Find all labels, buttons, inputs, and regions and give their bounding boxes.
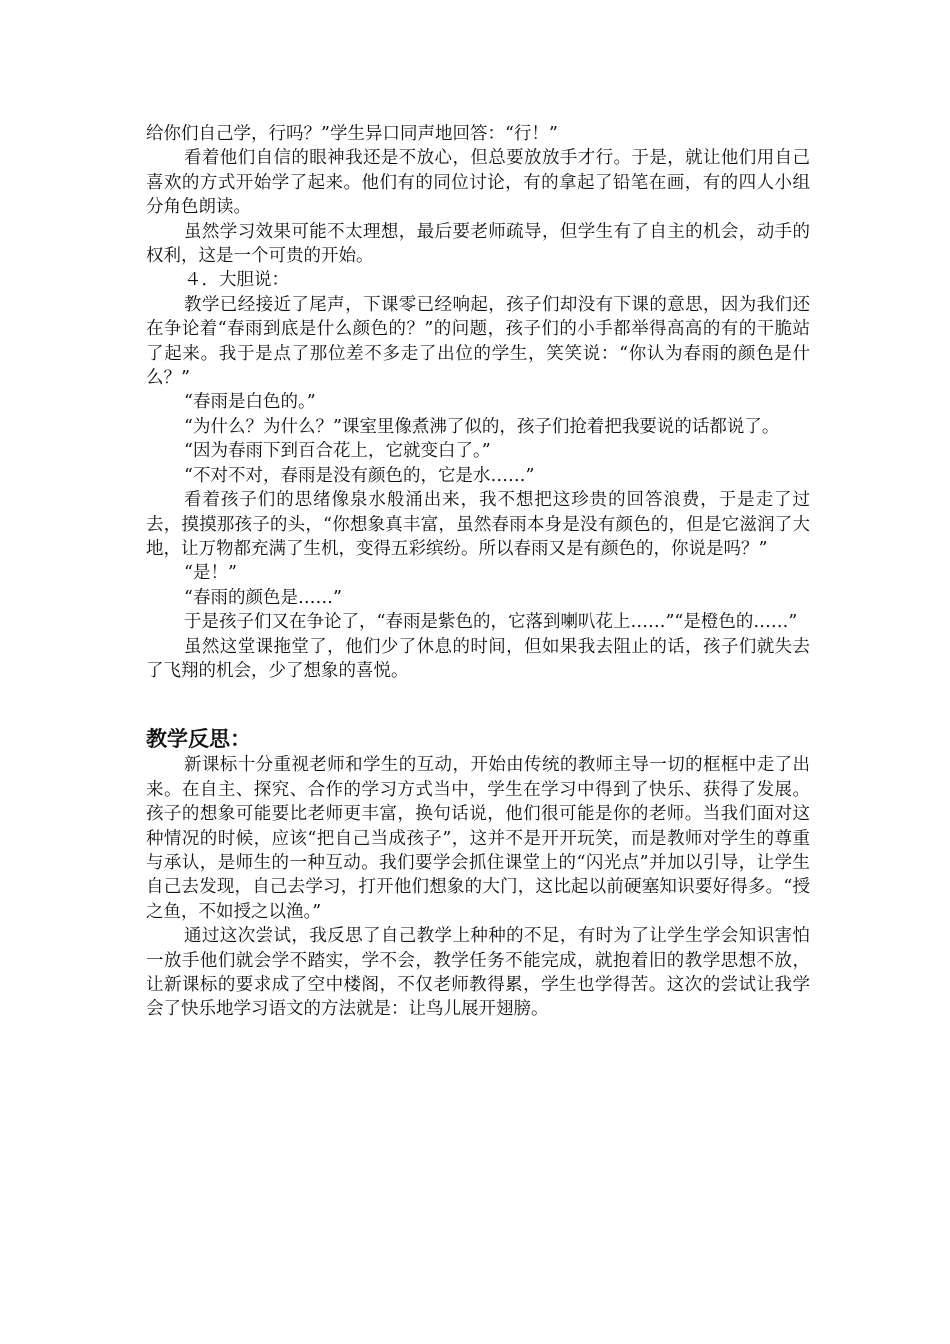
- teaching-reflection: [146, 753, 810, 1021]
- paragraph: “因为春雨下到百合花上，它就变白了。”: [184, 441, 491, 462]
- paragraph: 虽然这堂课拖堂了，他们少了休息的时间，但如果我去阻止的话，孩子们就失去了飞翔的机会，少了想象的喜悦。: [146, 636, 810, 681]
- paragraph: 看着孩子们的思绪像泉水般涌出来，我不想把这珍贵的回答浪费，于是走了过去，摸摸那孩子的头，“你想象真丰富，虽然春雨本身是没有颜色的，但是它滋润了大地，让万物都充满了生机，变得五彩缤纷。所以春雨又是有颜色的，你说是吗？”: [146, 490, 810, 559]
- paragraph: 新课标十分重视老师和学生的互动，开始由传统的教师主导一切的框框中走了出来。在自主、探究、合作的学习方式当中，学生在学习中得到了快乐、获得了发展。孩子的想象可能要比老师更丰富，换句话说，他们很可能是你的老师。当我们面对这种情况的时候，应该“把自己当成孩子”，这并不是开开玩笑，而是教师对学生的尊重与承认，是师生的一种互动。我们要学会抓住课堂上的“闪光点”并加以引导，让学生自己去发现，自己去学习，打开他们想象的大门，这比起以前硬塞知识要好得多。“授之鱼，不如授之以渔。”: [146, 755, 810, 922]
- paragraph: 通过这次尝试，我反思了自己教学上种种的不足，有时为了让学生学会知识害怕一放手他们就会学不踏实，学不会，教学任务不能完成，就抱着旧的教学思想不放，让新课标的要求成了空中楼阁，不仅老师教得累，学生也学得苦。这次的尝试让我学会了快乐地学习语文的方法就是：让鸟儿展开翅膀。: [146, 926, 810, 1020]
- paragraph: “是！”: [184, 563, 237, 584]
- paragraph: 看着他们自信的眼神我还是不放心，但总要放放手才行。于是，就让他们用自己喜欢的方式开始学了起来。他们有的同位讨论，有的拿起了铅笔在画，有的四人小组分角色朗读。: [146, 148, 810, 218]
- section-spacer: [146, 683, 810, 725]
- paragraph: 虽然学习效果可能不太理想，最后要老师疏导，但学生有了自主的机会，动手的权利，这是一个可贵的开始。: [146, 221, 810, 267]
- section-heading: 教学反思：: [146, 727, 251, 752]
- paragraph: 教学已经接近了尾声，下课零已经响起，孩子们却没有下课的意思，因为我们还在争论着“春雨到底是什么颜色的？”的问题，孩子们的小手都举得高高的有的干脆站了起来。我于是点了那位差不多走了出位的学生，笑笑说：“你认为春雨的颜色是什么？”: [146, 294, 810, 389]
- paragraph: “为什么？为什么？”课室里像煮沸了似的，孩子们抢着把我要说的话都说了。: [184, 416, 780, 437]
- paragraph: ４．大胆说：: [184, 270, 289, 291]
- paragraph: “春雨是白色的。”: [184, 392, 316, 413]
- paragraph: “春雨的颜色是……”: [184, 587, 342, 608]
- paragraph: 给你们自己学，行吗？”学生异口同声地回答：“行！”: [146, 124, 558, 144]
- document-page: [146, 122, 810, 1022]
- paragraph: 于是孩子们又在争论了，“春雨是紫色的，它落到喇叭花上……”“是橙色的……”: [184, 612, 798, 633]
- paragraph: “不对不对，春雨是没有颜色的，它是水……”: [184, 465, 535, 486]
- lesson-narrative: [146, 122, 810, 683]
